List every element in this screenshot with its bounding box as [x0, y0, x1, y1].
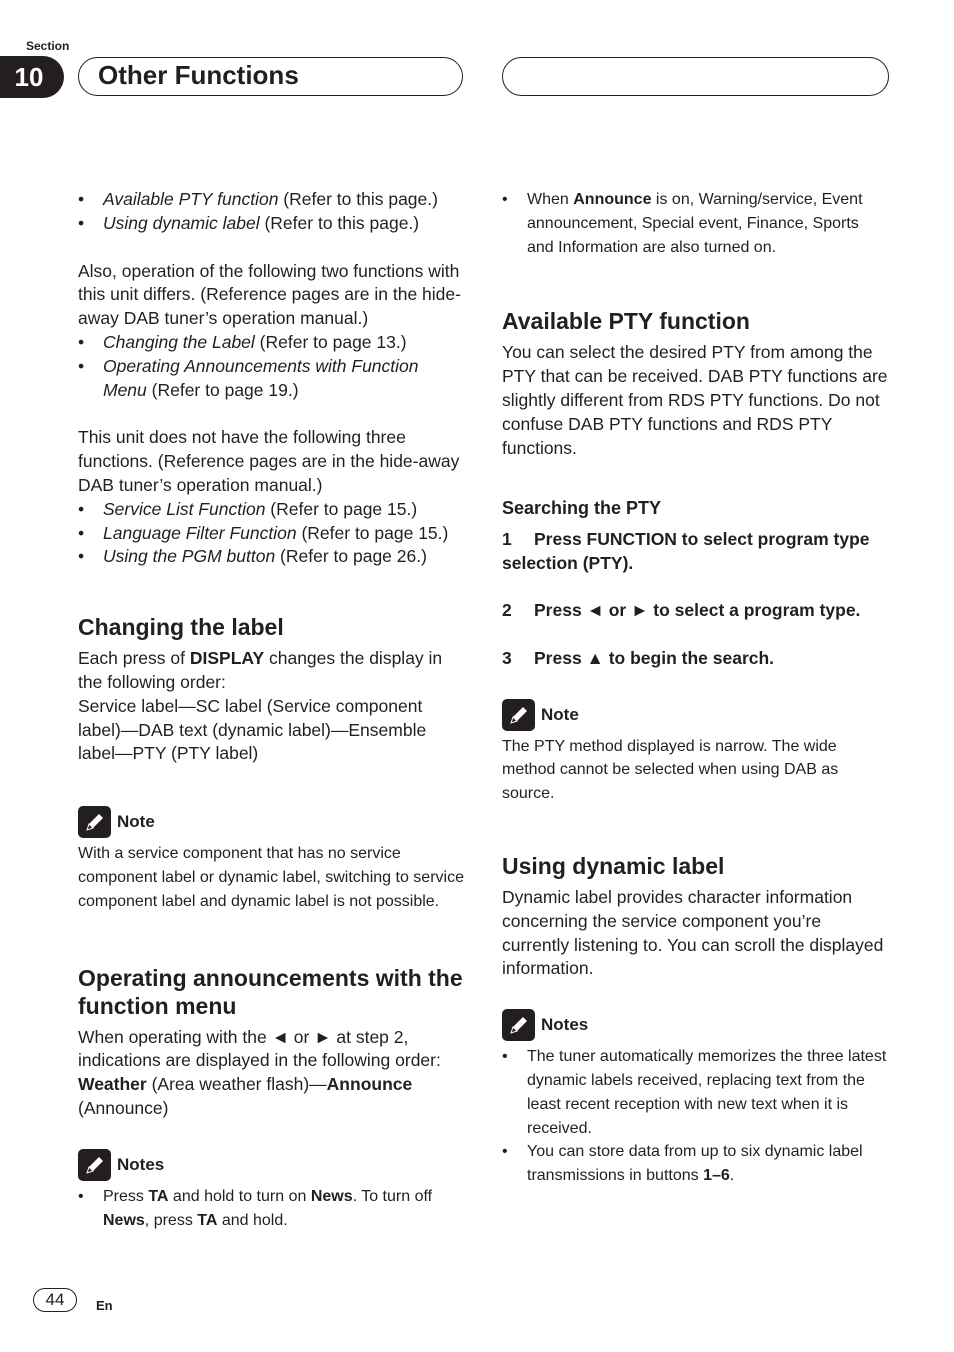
list-item: • Press TA and hold to turn on News. To turn off News, press TA and hold. [78, 1185, 464, 1233]
note-header: Note [78, 806, 464, 838]
step-3: 3 Press ▲ to begin the search. [502, 647, 775, 668]
note-text: The PTY method displayed is narrow. The wide method cannot be selected when using DAB as source. [502, 737, 839, 803]
paragraph: Each press of DISPLAY changes the display in the following order: [78, 648, 443, 692]
header-empty-box [502, 57, 889, 96]
notes-header: Notes [502, 1009, 888, 1041]
list-item: • You can store data from up to six dynamic label transmissions in buttons 1–6. [502, 1140, 888, 1188]
list-item: • Available PTY function (Refer to this page.) [78, 188, 464, 212]
list-item: • Using dynamic label (Refer to this page.) [78, 212, 464, 236]
notes-header: Notes [78, 1149, 464, 1181]
note-text: With a service component that has no service component label or dynamic label, switching to service component label and dynamic label is not possible. [78, 845, 464, 910]
list-item: • Language Filter Function (Refer to page 15.) [78, 522, 464, 546]
page-number: 44 [33, 1288, 77, 1312]
section-number: 10 [0, 56, 64, 98]
differs-list [78, 331, 464, 402]
pencil-note-icon [78, 806, 111, 838]
language-label: En [96, 1298, 113, 1313]
section-heading: Using dynamic label [502, 852, 725, 879]
notes-list [78, 1185, 464, 1233]
list-item: • Changing the Label (Refer to page 13.) [78, 331, 464, 355]
list-item: • Service List Function (Refer to page 15.) [78, 498, 464, 522]
section-heading: Operating announcements with the function menu [78, 964, 463, 1019]
chapter-title-box [78, 57, 463, 96]
paragraph: Dynamic label provides character information concerning the service component you’re currently listening to. You can scroll the displayed information. [502, 886, 884, 979]
paragraph: This unit does not have the following three functions. (Reference pages are in the hide-away DAB tuner’s operation manual.) [78, 427, 460, 495]
note-header: Note [502, 699, 888, 731]
left-column [78, 186, 464, 1232]
sub-heading: Searching the PTY [502, 498, 662, 519]
section-heading: Available PTY function [502, 308, 750, 335]
paragraph: You can select the desired PTY from among the PTY that can be received. DAB PTY functions are slightly different from RDS PTY functions. Do not confuse DAB PTY functions and RDS PTY functions. [502, 342, 888, 458]
list-item: • Operating Announcements with Function Menu (Refer to page 19.) [78, 355, 464, 403]
right-column [502, 186, 888, 1188]
paragraph: Also, operation of the following two functions with this unit differs. (Reference pages are in the hide-away DAB tuner’s operation manual.) [78, 260, 461, 329]
paragraph: Service label—SC label (Service component label)—DAB text (dynamic label)—Ensemble label—PTY (PTY label) [78, 695, 427, 764]
section-heading: Changing the label [78, 614, 284, 641]
step-2: 2 Press ◄ or ► to select a program type. [502, 599, 861, 620]
step-1: 1 Press FUNCTION to select program type selection (PTY). [502, 529, 870, 574]
pencil-note-icon [78, 1149, 111, 1181]
list-item: • Using the PGM button (Refer to page 26.) [78, 545, 464, 569]
paragraph: Weather (Area weather flash)—Announce (Announce) [78, 1074, 413, 1118]
section-label: Section [26, 39, 70, 53]
chapter-title: Other Functions [98, 60, 299, 90]
notes-list [502, 1045, 888, 1188]
related-list [78, 188, 464, 236]
paragraph: When operating with the ◄ or ► at step 2, indications are displayed in the following order: [78, 1026, 441, 1071]
list-item: • When Announce is on, Warning/service, Event announcement, Special event, Finance, Sports and Information are also turned on. [502, 188, 888, 259]
announce-list [502, 188, 888, 259]
missing-list [78, 498, 464, 569]
list-item: • The tuner automatically memorizes the three latest dynamic labels received, replacing text from the least recent reception with new text when it is received. [502, 1045, 888, 1140]
pencil-note-icon [502, 1009, 535, 1041]
pencil-note-icon [502, 699, 535, 731]
